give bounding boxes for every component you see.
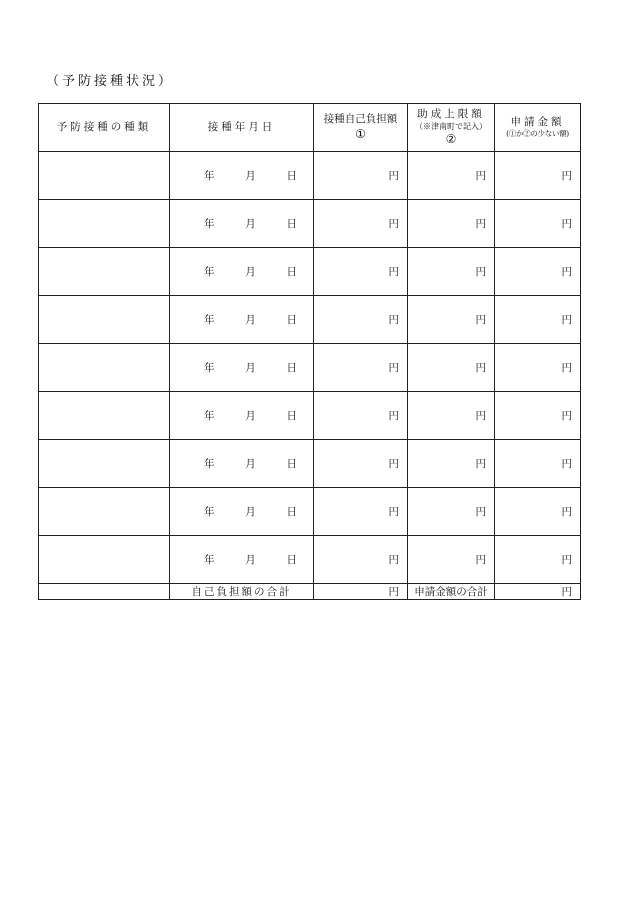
- yen-unit: 円: [388, 314, 399, 326]
- yen-unit: 円: [388, 554, 399, 566]
- yen-unit: 円: [475, 170, 486, 182]
- header-limit-note: （※津南町で記入）: [415, 121, 487, 131]
- self-pay-total-label: 自己負担額の合計: [170, 584, 314, 600]
- month-unit: 月: [245, 266, 256, 278]
- self-pay-cell[interactable]: [314, 344, 408, 392]
- request-cell[interactable]: [495, 200, 581, 248]
- yen-unit: 円: [475, 506, 486, 518]
- month-unit: 月: [245, 218, 256, 230]
- yen-unit: 円: [475, 554, 486, 566]
- year-unit: 年: [204, 170, 215, 182]
- vaccine-type-cell[interactable]: [39, 344, 170, 392]
- day-unit: 日: [286, 266, 297, 278]
- month-unit: 月: [245, 362, 256, 374]
- yen-unit: 円: [475, 458, 486, 470]
- date-cell[interactable]: [170, 536, 314, 584]
- header-request: [495, 104, 581, 152]
- year-unit: 年: [204, 554, 215, 566]
- table-row: [39, 392, 581, 440]
- vaccination-table: [38, 103, 581, 600]
- vaccine-type-cell[interactable]: [39, 440, 170, 488]
- vaccine-type-cell[interactable]: [39, 152, 170, 200]
- yen-unit: 円: [388, 458, 399, 470]
- day-unit: 日: [286, 218, 297, 230]
- vaccine-type-cell[interactable]: [39, 296, 170, 344]
- yen-unit: 円: [388, 362, 399, 374]
- day-unit: 日: [286, 314, 297, 326]
- totals-row: [39, 584, 581, 600]
- month-unit: 月: [245, 170, 256, 182]
- yen-unit: 円: [561, 170, 572, 182]
- yen-unit: 円: [561, 362, 572, 374]
- self-pay-cell[interactable]: [314, 392, 408, 440]
- yen-unit: 円: [561, 314, 572, 326]
- vaccine-type-cell[interactable]: [39, 200, 170, 248]
- day-unit: 日: [286, 554, 297, 566]
- limit-cell[interactable]: [408, 392, 495, 440]
- self-pay-cell[interactable]: [314, 488, 408, 536]
- section-title: （予防接種状況）: [46, 74, 175, 89]
- request-cell[interactable]: [495, 152, 581, 200]
- header-limit-mark: ②: [445, 131, 457, 146]
- yen-unit: 円: [561, 410, 572, 422]
- table-row: [39, 152, 581, 200]
- yen-unit: 円: [388, 266, 399, 278]
- header-date-label: 接種年月日: [207, 120, 276, 133]
- year-unit: 年: [204, 506, 215, 518]
- day-unit: 日: [286, 506, 297, 518]
- day-unit: 日: [286, 458, 297, 470]
- header-request-label: 申請金額: [510, 116, 565, 129]
- self-pay-cell[interactable]: [314, 152, 408, 200]
- header-limit-label: 助成上限額: [417, 108, 485, 121]
- limit-cell[interactable]: [408, 488, 495, 536]
- vaccine-type-cell[interactable]: [39, 248, 170, 296]
- yen-unit: 円: [388, 506, 399, 518]
- year-unit: 年: [204, 266, 215, 278]
- yen-unit: 円: [388, 586, 399, 598]
- vaccine-type-cell[interactable]: [39, 536, 170, 584]
- request-cell[interactable]: [495, 488, 581, 536]
- month-unit: 月: [245, 506, 256, 518]
- date-cell[interactable]: [170, 200, 314, 248]
- table-row: [39, 488, 581, 536]
- yen-unit: 円: [388, 170, 399, 182]
- year-unit: 年: [204, 314, 215, 326]
- day-unit: 日: [286, 362, 297, 374]
- request-total-label: 申請金額の合計: [408, 584, 495, 600]
- table-row: [39, 248, 581, 296]
- request-cell[interactable]: [495, 536, 581, 584]
- yen-unit: 円: [475, 314, 486, 326]
- limit-cell[interactable]: [408, 152, 495, 200]
- yen-unit: 円: [475, 218, 486, 230]
- request-total-cell[interactable]: [495, 584, 581, 600]
- date-cell[interactable]: [170, 440, 314, 488]
- self-pay-total-cell[interactable]: [314, 584, 408, 600]
- year-unit: 年: [204, 362, 215, 374]
- date-cell[interactable]: [170, 248, 314, 296]
- yen-unit: 円: [561, 458, 572, 470]
- yen-unit: 円: [561, 586, 572, 598]
- month-unit: 月: [245, 554, 256, 566]
- header-request-note: (①か②の少ない額): [506, 129, 569, 139]
- year-unit: 年: [204, 410, 215, 422]
- self-pay-cell[interactable]: [314, 296, 408, 344]
- limit-cell[interactable]: [408, 440, 495, 488]
- day-unit: 日: [286, 170, 297, 182]
- self-pay-cell[interactable]: [314, 248, 408, 296]
- yen-unit: 円: [388, 410, 399, 422]
- limit-cell[interactable]: [408, 344, 495, 392]
- yen-unit: 円: [561, 506, 572, 518]
- table-row: [39, 440, 581, 488]
- table-row: [39, 536, 581, 584]
- table-row: [39, 296, 581, 344]
- date-cell[interactable]: [170, 488, 314, 536]
- table-row: [39, 344, 581, 392]
- yen-unit: 円: [561, 218, 572, 230]
- vaccine-type-cell[interactable]: [39, 488, 170, 536]
- yen-unit: 円: [475, 266, 486, 278]
- date-cell[interactable]: [170, 152, 314, 200]
- header-vaccine-type-label: 予防接種の種類: [56, 120, 152, 133]
- table-row: [39, 200, 581, 248]
- date-cell[interactable]: [170, 392, 314, 440]
- limit-cell[interactable]: [408, 200, 495, 248]
- yen-unit: 円: [475, 362, 486, 374]
- yen-unit: 円: [475, 410, 486, 422]
- request-cell[interactable]: [495, 248, 581, 296]
- limit-cell[interactable]: [408, 248, 495, 296]
- month-unit: 月: [245, 314, 256, 326]
- request-cell[interactable]: [495, 296, 581, 344]
- limit-cell[interactable]: [408, 296, 495, 344]
- header-self-pay-mark: ①: [355, 126, 366, 141]
- header-date: [170, 104, 314, 152]
- month-unit: 月: [245, 410, 256, 422]
- request-cell[interactable]: [495, 344, 581, 392]
- header-row: [39, 104, 581, 152]
- date-cell[interactable]: [170, 296, 314, 344]
- date-cell[interactable]: [170, 344, 314, 392]
- request-cell[interactable]: [495, 440, 581, 488]
- day-unit: 日: [286, 410, 297, 422]
- vaccine-type-cell[interactable]: [39, 392, 170, 440]
- yen-unit: 円: [561, 266, 572, 278]
- header-limit: [408, 104, 495, 152]
- year-unit: 年: [204, 218, 215, 230]
- totals-blank-cell: [39, 584, 170, 600]
- request-cell[interactable]: [495, 392, 581, 440]
- year-unit: 年: [204, 458, 215, 470]
- header-self-pay-label: 接種自己負担額: [323, 113, 398, 126]
- yen-unit: 円: [561, 554, 572, 566]
- self-pay-cell[interactable]: [314, 200, 408, 248]
- header-vaccine-type: [39, 104, 170, 152]
- self-pay-cell[interactable]: [314, 536, 408, 584]
- yen-unit: 円: [388, 218, 399, 230]
- self-pay-cell[interactable]: [314, 440, 408, 488]
- limit-cell[interactable]: [408, 536, 495, 584]
- month-unit: 月: [245, 458, 256, 470]
- header-self-pay: [314, 104, 408, 152]
